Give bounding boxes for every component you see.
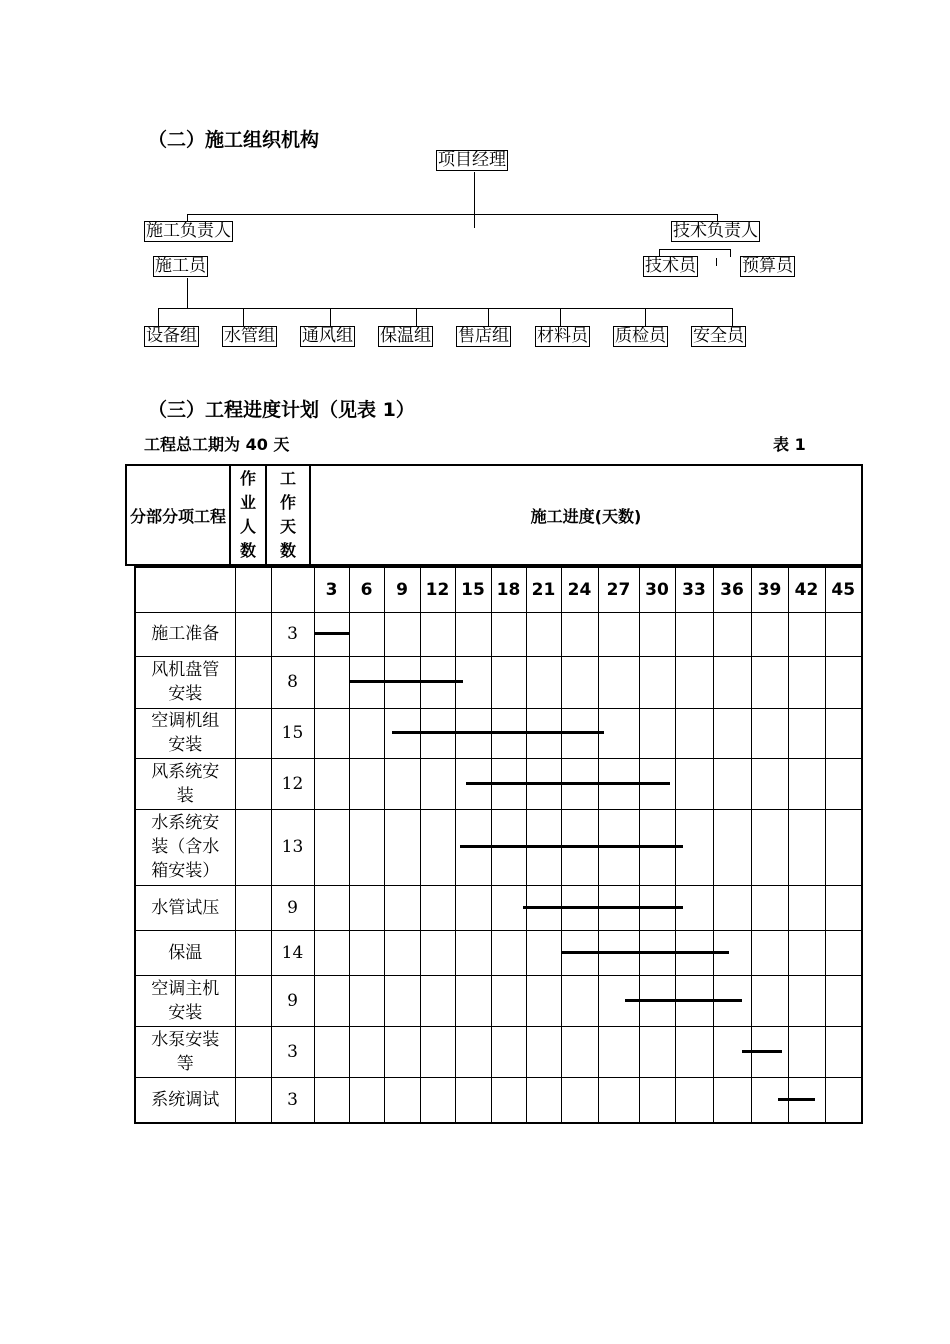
progress-cell (713, 809, 751, 885)
progress-cell (420, 612, 455, 656)
progress-cell (675, 612, 713, 656)
progress-cell (314, 975, 349, 1026)
task-workers (235, 758, 271, 809)
progress-cell (598, 656, 639, 708)
org-group-1: 设备组 (146, 326, 197, 346)
progress-cell (788, 656, 825, 708)
gantt-bar (466, 782, 670, 785)
progress-cell (713, 708, 751, 758)
progress-cell (384, 1077, 420, 1123)
progress-cell (713, 885, 751, 930)
gantt-bar (523, 906, 683, 909)
progress-cell (314, 1077, 349, 1123)
day-tick-15: 15 (455, 567, 491, 612)
progress-cell (639, 708, 675, 758)
progress-cell (526, 1026, 561, 1077)
progress-cell (491, 1026, 526, 1077)
gantt-bar (778, 1098, 815, 1101)
day-tick-21: 21 (526, 567, 561, 612)
progress-cell (788, 1026, 825, 1077)
gantt-bar (742, 1050, 782, 1053)
task-name: 风系统安装 (135, 758, 235, 809)
task-name: 保温 (135, 930, 235, 975)
org-connector (187, 278, 188, 309)
progress-cell (455, 612, 491, 656)
progress-cell (349, 758, 384, 809)
progress-cell (825, 809, 862, 885)
org-budget-staff: 预算员 (742, 256, 793, 276)
task-workers (235, 708, 271, 758)
day-tick-39: 39 (751, 567, 788, 612)
org-technician: 技术员 (645, 256, 696, 276)
progress-cell (420, 1077, 455, 1123)
day-tick-36: 36 (713, 567, 751, 612)
org-technical-lead: 技术负责人 (673, 221, 758, 241)
progress-cell (384, 1026, 420, 1077)
table-row (135, 885, 862, 930)
progress-cell (713, 656, 751, 708)
org-connector (187, 214, 718, 215)
task-days: 12 (271, 758, 314, 809)
header-workdays-label: 工作天数 (279, 469, 296, 560)
total-duration-note: 工程总工期为 40 天 (144, 435, 290, 454)
org-connector (716, 258, 717, 266)
day-tick-24: 24 (561, 567, 598, 612)
task-days: 15 (271, 708, 314, 758)
table-row (135, 1077, 862, 1123)
task-days: 3 (271, 1026, 314, 1077)
progress-cell (491, 1077, 526, 1123)
day-tick-12: 12 (420, 567, 455, 612)
progress-cell (349, 1026, 384, 1077)
table-row (135, 975, 862, 1026)
progress-cell (788, 930, 825, 975)
progress-cell (639, 1026, 675, 1077)
progress-cell (384, 930, 420, 975)
progress-cell (349, 1077, 384, 1123)
day-tick-row (135, 567, 862, 612)
header-work-item: 分部分项工程 (126, 465, 230, 565)
progress-cell (384, 612, 420, 656)
progress-cell (314, 809, 349, 885)
org-group-2: 水管组 (224, 326, 275, 346)
progress-cell (384, 885, 420, 930)
task-days: 8 (271, 656, 314, 708)
task-workers (235, 1026, 271, 1077)
gantt-bar (561, 951, 729, 954)
progress-cell (526, 930, 561, 975)
empty-cell (271, 567, 314, 612)
section-title-schedule: （三）工程进度计划（见表 1） (148, 399, 415, 421)
progress-cell (384, 975, 420, 1026)
org-group-4: 保温组 (380, 326, 431, 346)
progress-cell (561, 1077, 598, 1123)
progress-cell (825, 885, 862, 930)
progress-cell (314, 656, 349, 708)
progress-cell (598, 612, 639, 656)
task-workers (235, 930, 271, 975)
progress-cell (751, 975, 788, 1026)
day-tick-30: 30 (639, 567, 675, 612)
progress-cell (561, 975, 598, 1026)
progress-cell (455, 930, 491, 975)
org-connector (330, 308, 331, 326)
task-name: 系统调试 (135, 1077, 235, 1123)
task-workers (235, 885, 271, 930)
progress-cell (825, 1026, 862, 1077)
progress-cell (314, 758, 349, 809)
progress-cell (349, 612, 384, 656)
progress-cell (675, 758, 713, 809)
gantt-bar (314, 632, 349, 635)
org-connector (158, 308, 733, 309)
task-name: 水系统安装（含水箱安装） (135, 809, 235, 885)
progress-cell (384, 809, 420, 885)
progress-cell (598, 708, 639, 758)
progress-cell (751, 612, 788, 656)
task-workers (235, 809, 271, 885)
day-tick-18: 18 (491, 567, 526, 612)
progress-cell (420, 809, 455, 885)
org-connector (488, 308, 489, 326)
progress-cell (788, 612, 825, 656)
task-days: 14 (271, 930, 314, 975)
progress-cell (825, 975, 862, 1026)
day-tick-42: 42 (788, 567, 825, 612)
progress-cell (675, 1077, 713, 1123)
progress-cell (788, 975, 825, 1026)
empty-cell (135, 567, 235, 612)
progress-cell (598, 1077, 639, 1123)
progress-cell (384, 758, 420, 809)
progress-cell (788, 708, 825, 758)
progress-cell (455, 1077, 491, 1123)
task-name: 空调主机安装 (135, 975, 235, 1026)
task-days: 3 (271, 612, 314, 656)
progress-cell (788, 809, 825, 885)
task-name: 空调机组安装 (135, 708, 235, 758)
progress-cell (751, 809, 788, 885)
progress-cell (526, 1077, 561, 1123)
header-workdays (266, 465, 310, 565)
progress-cell (713, 612, 751, 656)
gantt-bar (460, 845, 683, 848)
progress-cell (349, 930, 384, 975)
org-connector (158, 308, 159, 326)
progress-cell (491, 885, 526, 930)
org-group-6: 材料员 (537, 326, 588, 346)
progress-cell (675, 708, 713, 758)
progress-cell (314, 930, 349, 975)
progress-cell (314, 708, 349, 758)
table-row (135, 656, 862, 708)
progress-cell (825, 1077, 862, 1123)
progress-cell (455, 885, 491, 930)
progress-cell (314, 1026, 349, 1077)
gantt-bar (625, 999, 742, 1002)
header-workers-label: 作业人数 (239, 469, 256, 560)
day-tick-33: 33 (675, 567, 713, 612)
org-connector (416, 308, 417, 326)
task-days: 3 (271, 1077, 314, 1123)
gantt-bar (349, 680, 463, 683)
day-tick-27: 27 (598, 567, 639, 612)
table-row (135, 612, 862, 656)
schedule-header-table (125, 464, 863, 566)
table-number: 表 1 (773, 435, 806, 454)
progress-cell (751, 758, 788, 809)
progress-cell (639, 656, 675, 708)
task-workers (235, 656, 271, 708)
task-workers (235, 1077, 271, 1123)
progress-cell (526, 656, 561, 708)
progress-cell (420, 885, 455, 930)
table-row (135, 930, 862, 975)
progress-cell (825, 758, 862, 809)
progress-cell (675, 1026, 713, 1077)
progress-cell (491, 975, 526, 1026)
task-days: 9 (271, 885, 314, 930)
progress-cell (788, 758, 825, 809)
progress-cell (491, 612, 526, 656)
progress-cell (751, 708, 788, 758)
progress-cell (349, 885, 384, 930)
task-workers (235, 975, 271, 1026)
progress-cell (825, 708, 862, 758)
task-name: 风机盘管安装 (135, 656, 235, 708)
org-connector (560, 308, 561, 326)
progress-cell (420, 1026, 455, 1077)
progress-cell (825, 930, 862, 975)
empty-cell (235, 567, 271, 612)
progress-cell (825, 656, 862, 708)
org-constructor: 施工员 (155, 256, 206, 276)
progress-cell (526, 612, 561, 656)
task-name: 施工准备 (135, 612, 235, 656)
org-connector (730, 249, 731, 257)
org-connector (645, 308, 646, 326)
org-connector (474, 172, 475, 228)
day-tick-45: 45 (825, 567, 862, 612)
org-group-8: 安全员 (693, 326, 744, 346)
progress-cell (420, 930, 455, 975)
day-tick-6: 6 (349, 567, 384, 612)
progress-cell (561, 612, 598, 656)
task-days: 13 (271, 809, 314, 885)
day-tick-9: 9 (384, 567, 420, 612)
progress-cell (639, 1077, 675, 1123)
progress-cell (561, 1026, 598, 1077)
progress-cell (420, 758, 455, 809)
progress-cell (349, 809, 384, 885)
progress-cell (751, 656, 788, 708)
progress-cell (751, 930, 788, 975)
task-name: 水泵安装等 (135, 1026, 235, 1077)
header-workers (230, 465, 266, 565)
progress-cell (788, 885, 825, 930)
day-tick-3: 3 (314, 567, 349, 612)
progress-cell (561, 656, 598, 708)
org-construction-lead: 施工负责人 (146, 221, 231, 241)
org-connector (243, 308, 244, 326)
progress-cell (713, 1077, 751, 1123)
progress-cell (491, 930, 526, 975)
org-connector (659, 249, 731, 250)
progress-cell (526, 975, 561, 1026)
progress-cell (713, 758, 751, 809)
org-root-project-manager: 项目经理 (438, 150, 506, 170)
progress-cell (639, 612, 675, 656)
gantt-bar (392, 731, 604, 734)
progress-cell (491, 656, 526, 708)
org-group-5: 售店组 (458, 326, 509, 346)
progress-cell (349, 708, 384, 758)
org-group-3: 通风组 (302, 326, 353, 346)
org-group-7: 质检员 (615, 326, 666, 346)
progress-cell (598, 1026, 639, 1077)
progress-cell (455, 975, 491, 1026)
org-connector (732, 308, 733, 326)
progress-cell (675, 656, 713, 708)
task-name: 水管试压 (135, 885, 235, 930)
progress-cell (349, 975, 384, 1026)
task-days: 9 (271, 975, 314, 1026)
progress-cell (455, 1026, 491, 1077)
header-progress: 施工进度(天数) (310, 465, 862, 565)
progress-cell (825, 612, 862, 656)
progress-cell (420, 975, 455, 1026)
progress-cell (314, 885, 349, 930)
task-workers (235, 612, 271, 656)
section-title-organization: （二）施工组织机构 (148, 129, 320, 151)
progress-cell (751, 885, 788, 930)
